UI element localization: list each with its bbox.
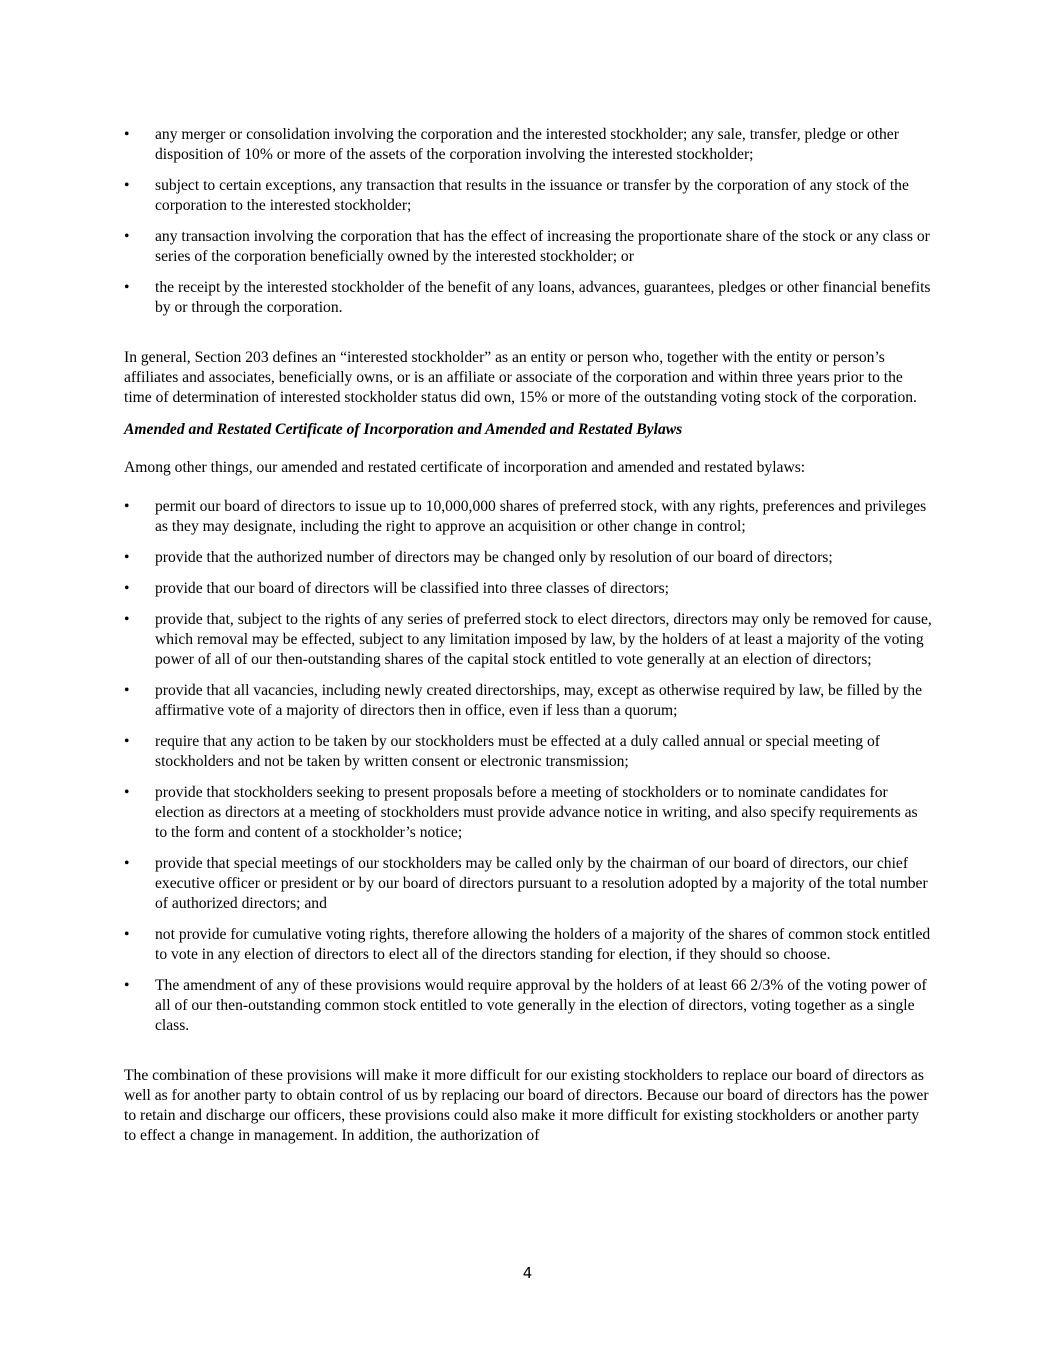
list-item-text: permit our board of directors to issue up to 10,000,000 shares of preferred stock, with any rights, preferences and privileges as they may designate, including the right to approve an acquisition or other change in control; (155, 498, 927, 535)
list-item-text: any merger or consolidation involving the corporation and the interested stockholder; any sale, transfer, pledge or other disposition of 10% or more of the assets of the corporation involving the interested stockholder; (155, 126, 899, 163)
bullet-icon: • (124, 549, 130, 566)
list-item (124, 497, 932, 537)
list-item-text: provide that, subject to the rights of any series of preferred stock to elect directors, directors may only be removed for cause, which removal may be effected, subject to any limitation imposed by law, by the holders of at least a majority of the voting power of all of our then-outstanding shares of the capital stock entitled to vote generally at an election of directors; (155, 611, 932, 668)
bullet-icon: • (124, 498, 130, 515)
intro-paragraph: Among other things, our amended and restated certificate of incorporation and amended and restated bylaws: (124, 459, 806, 476)
list-item-text: provide that the authorized number of directors may be changed only by resolution of our board of directors; (155, 549, 833, 566)
page-number: 4 (522, 1264, 533, 1282)
list-item-text: The amendment of any of these provisions would require approval by the holders of at least 66 2/3% of the voting power of all of our then-outstanding common stock entitled to vote generally in the election of directors, voting together as a single class. (155, 977, 927, 1034)
list-item (124, 976, 932, 1036)
list-item (124, 278, 932, 318)
list-item-text: subject to certain exceptions, any transaction that results in the issuance or transfer by the corporation of any stock of the corporation to the interested stockholder; (155, 177, 909, 214)
bullet-icon: • (124, 977, 130, 994)
bullet-icon: • (124, 784, 130, 801)
bullet-icon: • (124, 611, 130, 628)
section-heading: Amended and Restated Certificate of Incorporation and Amended and Restated Bylaws (124, 421, 683, 438)
list-item-text: the receipt by the interested stockholder of the benefit of any loans, advances, guarantees, pledges or other financial benefits by or through the corporation. (155, 279, 931, 316)
bullet-icon: • (124, 733, 130, 750)
list-item-text: not provide for cumulative voting rights, therefore allowing the holders of a majority of the shares of common stock entitled to vote in any election of directors to elect all of the directors standing for election, if they should so choose. (155, 926, 931, 963)
list-item (124, 579, 932, 599)
list-item-text: provide that all vacancies, including newly created directorships, may, except as otherwise required by law, be filled by the affirmative vote of a majority of directors then in office, even if less than a quorum; (155, 682, 922, 719)
bullet-icon: • (124, 279, 130, 296)
list-item-text: require that any action to be taken by our stockholders must be effected at a duly called annual or special meeting of stockholders and not be taken by written consent or electronic transmission; (155, 733, 880, 770)
document-body (124, 125, 932, 1146)
list-item (124, 125, 932, 165)
list-item (124, 732, 932, 772)
list-item-text: provide that our board of directors will be classified into three classes of directors; (155, 580, 669, 597)
list-item (124, 854, 932, 914)
bullet-icon: • (124, 682, 130, 699)
list-item (124, 783, 932, 843)
list-item (124, 548, 932, 568)
bullet-list-provisions (124, 497, 932, 1036)
bullet-icon: • (124, 580, 130, 597)
bullet-icon: • (124, 855, 130, 872)
list-item (124, 176, 932, 216)
paragraph-section-203-definition: In general, Section 203 defines an “interested stockholder” as an entity or person who, together with the entity or person’s affiliates and associates, beneficially owns, or is an affiliate or associate of the corporation and within three years prior to the time of determination of interested stockholder status did own, 15% or more of the outstanding voting stock of the corporation. (124, 349, 917, 406)
bullet-list-transactions (124, 125, 932, 318)
bullet-icon: • (124, 926, 130, 943)
bullet-icon: • (124, 126, 130, 143)
list-item (124, 610, 932, 670)
list-item (124, 681, 932, 721)
list-item (124, 925, 932, 965)
list-item (124, 227, 932, 267)
list-item-text: provide that special meetings of our stockholders may be called only by the chairman of our board of directors, our chief executive officer or president or by our board of directors pursuant to a resolution adopted by a majority of the total number of authorized directors; and (155, 855, 928, 912)
bullet-icon: • (124, 177, 130, 194)
paragraph-combination-effect: The combination of these provisions will make it more difficult for our existing stockholders to replace our board of directors as well as for another party to obtain control of us by replacing our board of directors. Because our board of directors has the power to retain and discharge our officers, these provisions could also make it more difficult for existing stockholders or another party to effect a change in management. In addition, the authorization of (124, 1067, 929, 1144)
bullet-icon: • (124, 228, 130, 245)
list-item-text: any transaction involving the corporation that has the effect of increasing the proportionate share of the stock or any class or series of the corporation beneficially owned by the interested stockholder; or (155, 228, 930, 265)
list-item-text: provide that stockholders seeking to present proposals before a meeting of stockholders or to nominate candidates for election as directors at a meeting of stockholders must provide advance notice in writing, and also specify requirements as to the form and content of a stockholder’s notice; (155, 784, 918, 841)
